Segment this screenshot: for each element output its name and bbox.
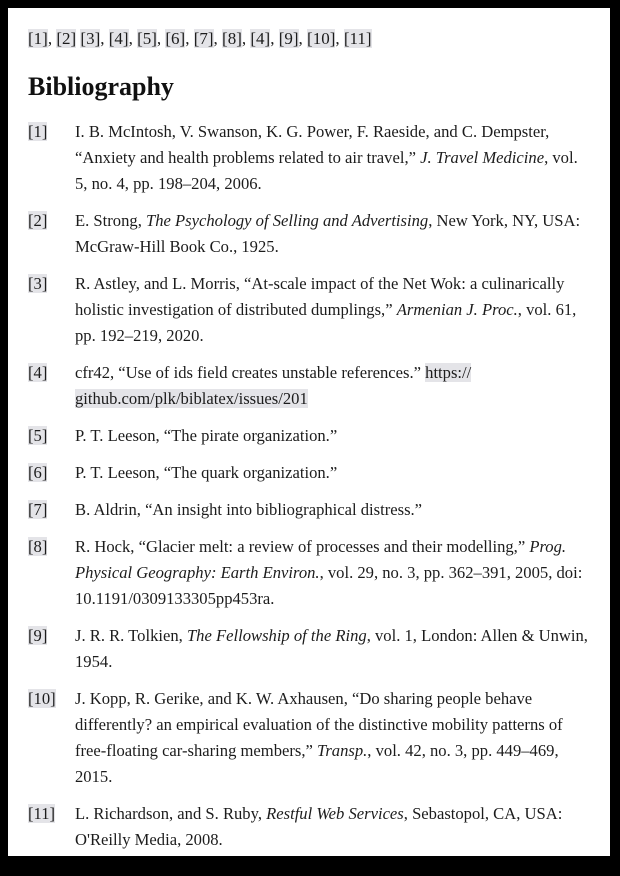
reference-segment: , vol. 42, no. 3, pp. 449–469, 2015.: [75, 740, 559, 786]
citation-separator: ,: [128, 29, 138, 48]
reference-segment: , Sebastopol, CA, USA: O'Reilly Media, 2008.: [75, 803, 563, 849]
reference-text: [75, 423, 593, 449]
reference-item: [28, 623, 593, 675]
reference-text: [75, 271, 593, 349]
reference-label[interactable]: [8]: [28, 536, 48, 556]
reference-label-cell: [28, 623, 75, 675]
citation-link[interactable]: [1]: [28, 29, 48, 48]
reference-segment: Restful Web Services: [266, 803, 404, 823]
reference-item: [28, 460, 593, 486]
reference-label[interactable]: [4]: [28, 362, 48, 382]
reference-label[interactable]: [1]: [28, 121, 48, 141]
reference-segment: J. R. R. Tolkien,: [75, 625, 187, 645]
citation-separator: ,: [241, 29, 251, 48]
reference-segment: , vol. 5, no. 4, pp. 198–204, 2006.: [75, 147, 578, 193]
citation-separator: ,: [213, 29, 223, 48]
citation-link[interactable]: [9]: [278, 29, 299, 48]
reference-segment: L. Richardson, and S. Ruby,: [75, 803, 267, 823]
reference-segment: P. T. Leeson, “The quark organization.”: [75, 462, 338, 482]
reference-text: [75, 119, 593, 197]
reference-segment: J. Kopp, R. Gerike, and K. W. Axhausen, “Do sharing people behave differently? an empirical evaluation of the distinctive mobility patterns of free-floating car-sharing members,”: [75, 688, 563, 760]
citation-separator: ,: [270, 29, 279, 48]
reference-label-cell: [28, 208, 75, 260]
reference-text: [75, 208, 593, 260]
citation-separator: ,: [335, 29, 344, 48]
reference-label-cell: [28, 686, 75, 790]
reference-segment: E. Strong,: [75, 210, 146, 230]
reference-label[interactable]: [11]: [28, 803, 56, 823]
reference-segment: The Fellowship of the Ring: [186, 625, 367, 645]
citation-separator: ,: [185, 29, 194, 48]
reference-segment: Prog. Physical Geography: Earth Environ.: [75, 536, 567, 582]
citation-link[interactable]: [4]: [108, 29, 129, 48]
citation-link[interactable]: [3]: [80, 29, 101, 48]
reference-list: [28, 119, 593, 853]
reference-label-cell: [28, 460, 75, 486]
reference-segment: R. Hock, “Glacier melt: a review of processes and their modelling,”: [75, 536, 530, 556]
reference-item: [28, 423, 593, 449]
reference-label[interactable]: [3]: [28, 273, 48, 293]
reference-text: [75, 497, 593, 523]
reference-label[interactable]: [10]: [28, 688, 56, 708]
reference-item: [28, 271, 593, 349]
reference-item: [28, 497, 593, 523]
reference-segment: Armenian J. Proc.: [396, 299, 518, 319]
citation-separator: ,: [100, 29, 109, 48]
reference-label[interactable]: [7]: [28, 499, 48, 519]
reference-item: [28, 801, 593, 853]
reference-text: [75, 534, 593, 612]
citation-separator: ,: [47, 29, 57, 48]
reference-segment: B. Aldrin, “An insight into bibliographical distress.”: [75, 499, 423, 519]
reference-label-cell: [28, 360, 75, 412]
citation-line: [28, 27, 593, 51]
reference-label-cell: [28, 534, 75, 612]
reference-segment: J. Travel Medicine: [420, 147, 545, 167]
reference-label-cell: [28, 271, 75, 349]
reference-segment: The Psychology of Selling and Advertising: [146, 210, 429, 230]
citation-link[interactable]: [10]: [307, 29, 336, 48]
reference-text: [75, 623, 593, 675]
reference-text: [75, 460, 593, 486]
reference-segment: Transp.: [317, 740, 368, 760]
reference-segment: cfr42, “Use of ids field creates unstable references.”: [75, 362, 426, 382]
reference-text: [75, 801, 593, 853]
document-page: [8, 8, 610, 856]
reference-segment: I. B. McIntosh, V. Swanson, K. G. Power, F. Raeside, and C. Dempster, “Anxiety and health problems related to air travel,”: [75, 121, 550, 167]
citation-link[interactable]: [11]: [343, 29, 372, 48]
reference-item: [28, 534, 593, 612]
citation-link[interactable]: [8]: [222, 29, 242, 48]
reference-label[interactable]: [6]: [28, 462, 48, 482]
reference-label-cell: [28, 801, 75, 853]
citation-link[interactable]: [6]: [165, 29, 186, 48]
reference-item: [28, 686, 593, 790]
reference-segment: P. T. Leeson, “The pirate organization.”: [75, 425, 338, 445]
reference-url-link[interactable]: https://github.com/plk/biblatex/issues/201: [75, 362, 472, 408]
reference-label[interactable]: [5]: [28, 425, 48, 445]
bibliography-heading: Bibliography: [28, 71, 174, 101]
citation-separator: ,: [156, 29, 166, 48]
citation-link[interactable]: [7]: [193, 29, 214, 48]
reference-label-cell: [28, 119, 75, 197]
citation-link[interactable]: [4]: [250, 29, 271, 48]
reference-text: [75, 360, 593, 412]
citation-separator: ,: [298, 29, 308, 48]
reference-label[interactable]: [9]: [28, 625, 48, 645]
reference-item: [28, 119, 593, 197]
reference-segment: , vol. 61, pp. 192–219, 2020.: [75, 299, 577, 345]
reference-segment: , New York, NY, USA: McGraw-Hill Book Co., 1925.: [75, 210, 581, 256]
reference-segment: R. Astley, and L. Morris, “At-scale impact of the Net Wok: a culinarically holistic investigation of distributed dumplings,”: [75, 273, 565, 319]
reference-text: [75, 686, 593, 790]
reference-item: [28, 208, 593, 260]
reference-label-cell: [28, 497, 75, 523]
reference-label-cell: [28, 423, 75, 449]
reference-segment: , vol. 29, no. 3, pp. 362–391, 2005, doi: 10.1191/0309133305pp453ra.: [75, 562, 583, 608]
citation-link[interactable]: [2]: [56, 29, 77, 48]
reference-segment: , vol. 1, London: Allen & Unwin, 1954.: [75, 625, 588, 671]
reference-item: [28, 360, 593, 412]
citation-link[interactable]: [5]: [137, 29, 157, 48]
reference-label[interactable]: [2]: [28, 210, 48, 230]
